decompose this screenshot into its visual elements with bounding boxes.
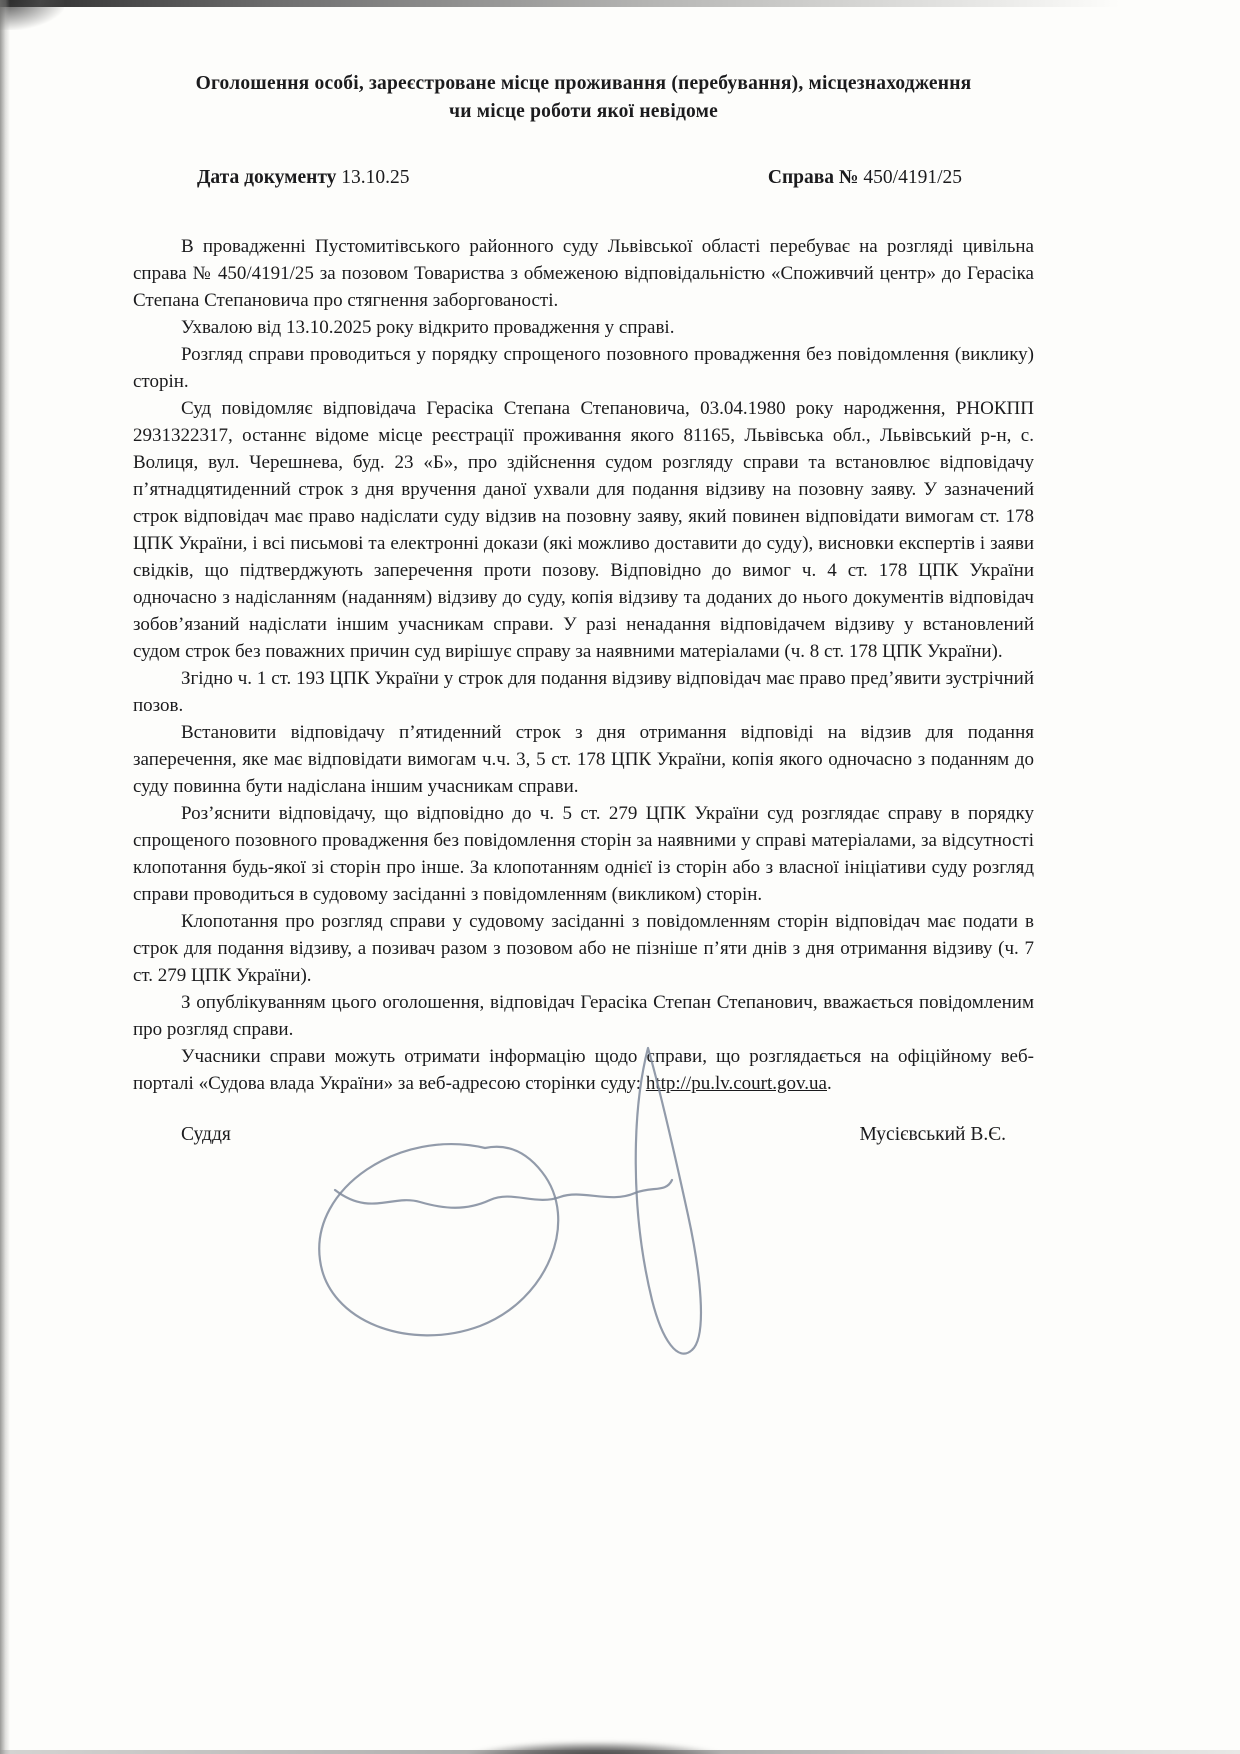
scan-edge-top [0, 0, 1120, 7]
court-url-link[interactable]: http://pu.lv.court.gov.ua [645, 1073, 827, 1094]
paragraph: Суд повідомляє відповідача Герасіка Степана Степановича, 03.04.1980 року народження, РНОКПП 2931322317, останнє відоме місце реєстрації проживання якого 81165, Львівська обл., Львівський р-н, с. Волиця, вул. Черешнева, буд. 23 «Б», про здійснення судом розгляду справи та встановлює відповідачу п’ятнадцятиденний строк з дня вручення даної ухвали для подання відзиву на позовну заяву. У зазначений строк відповідач має право надіслати суду відзив на позовну заяву, який повинен відповідати вимогам ст. 178 ЦПК України, і всі письмові та електронні докази (які можливо доставити до суду), висновки експертів і заяви свідків, що підтверджують заперечення проти позову. Відповідно до вимог ч. 4 ст. 178 ЦПК України одночасно з надісланням (наданням) відзиву до суду, копія відзиву та доданих до нього документів відповідач зобов’язаний надіслати іншим учасникам справи. У разі ненадання відповідачем відзиву у встановлений судом строк без поважних причин суд вирішує справу за наявними матеріалами (ч. 8 ст. 178 ЦПК України). [133, 398, 1034, 662]
document-title [133, 70, 1034, 126]
signature-squiggle-stroke [335, 1180, 672, 1208]
case-number [768, 164, 962, 191]
date-value: 13.10.25 [341, 167, 410, 188]
document-title-line-1: Оголошення особі, зареєстроване місце проживання (перебування), місцезнаходження [195, 73, 972, 94]
signature-loop-stroke [319, 1144, 558, 1335]
scan-edge-bottom [0, 1750, 1240, 1754]
link-paragraph-period: . [827, 1073, 832, 1094]
meta-row [133, 164, 1034, 191]
document-title-line-2: чи місце роботи якої невідоме [449, 101, 718, 122]
paragraph: Роз’яснити відповідачу, що відповідно до ч. 5 ст. 279 ЦПК України суд розглядає справу в порядку спрощеного позовного провадження без повідомлення сторін за наявними у справі матеріалами, за відсутності клопотання будь-якої зі сторін про інше. За клопотанням однієї із сторін або з власної ініціативи суду розгляд справи проводиться в судовому засіданні з повідомленням (викликом) сторін. [133, 803, 1034, 905]
link-paragraph-text: Учасники справи можуть отримати інформацію щодо справи, що розглядається на офіційному веб-порталі «Судова влада України» за веб-адресою сторінки суду: [133, 1046, 1034, 1094]
case-value: 450/4191/25 [863, 167, 962, 188]
document-body [133, 233, 1034, 1097]
paragraph: Клопотання про розгляд справи у судовому засіданні з повідомленням сторін відповідач має подати в строк для подання відзиву, а позивач разом з позовом або не пізніше п’яти днів з дня отримання відзиву (ч. 7 ст. 279 ЦПК України). [133, 911, 1034, 986]
paragraph: Ухвалою від 13.10.2025 року відкрито провадження у справі. [181, 317, 675, 338]
document-date [197, 164, 410, 191]
paragraph: Згідно ч. 1 ст. 193 ЦПК України у строк для подання відзиву відповідач має право пред’явити зустрічний позов. [133, 668, 1034, 716]
paragraph: Розгляд справи проводиться у порядку спрощеного позовного провадження без повідомлення (виклику) сторін. [133, 344, 1034, 392]
judge-name: Мусієвський В.Є. [859, 1124, 1006, 1145]
paragraph-with-link [133, 1043, 1034, 1097]
judge-role-label: Суддя [181, 1124, 231, 1145]
signature-row [133, 1121, 1034, 1148]
paragraph: Встановити відповідачу п’ятиденний строк з дня отримання відповіді на відзив для подання заперечення, яке має відповідати вимогам ч.ч. 3, 5 ст. 178 ЦПК України, копія якого одночасно з поданням до суду повинна бути надіслана іншим учасникам справи. [133, 722, 1034, 797]
paragraph: В провадженні Пустомитівського районного суду Львівської області перебуває на розгляді цивільна справа № 450/4191/25 за позовом Товариства з обмеженою відповідальністю «Споживчий центр» до Герасіка Степана Степановича про стягнення заборгованості. [133, 236, 1034, 311]
date-label: Дата документу [197, 167, 337, 188]
paragraph: З опублікуванням цього оголошення, відповідач Герасіка Степан Степанович, вважається повідомленим про розгляд справи. [133, 992, 1034, 1040]
case-label: Справа № [767, 167, 859, 188]
scan-edge-left [0, 0, 10, 1754]
